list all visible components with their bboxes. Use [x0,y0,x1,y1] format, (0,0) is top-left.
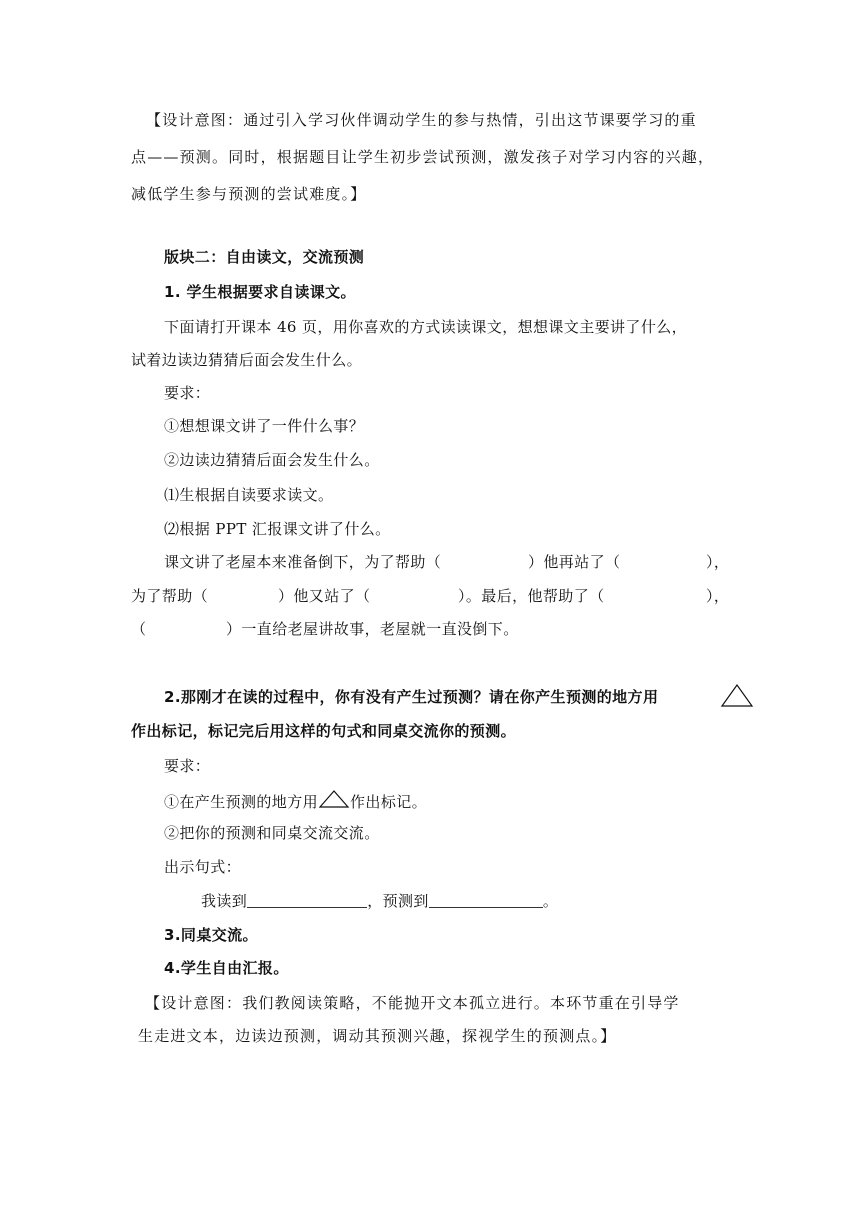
step-2-requirements-label: 要求： [164,757,211,775]
triangle-mark-icon [720,682,754,708]
instruction-line-1: 下面请打开课本 46 页，用你喜欢的方式读读课文，想想课文主要讲了什么， [164,318,688,336]
fill-text: ）， [706,553,730,571]
section-title: 版块二：自由读文，交流预测 [164,248,365,266]
step-3: 3.同桌交流。 [164,926,258,944]
design-intent-2-line-1: 【设计意图：我们教阅读策略，不能抛开文本孤立进行。本环节重在引导学 [145,994,680,1012]
step-2-requirement-1-suffix: 作出标记。 [350,793,428,811]
step-2-requirement-1-text: ①在产生预测的地方用 [164,793,319,811]
requirement-2: ②边读边猜猜后面会发生什么。 [164,451,380,469]
step-2-line-2: 作出标记，标记完后用这样的句式和同桌交流你的预测。 [131,722,517,740]
pattern-text: 。 [542,892,559,910]
step-4: 4.学生自由汇报。 [164,959,289,977]
pattern-label: 出示句式： [164,858,242,876]
pattern-text: 我读到 [201,892,248,910]
step-2-requirement-1 [164,789,427,812]
sub-step-2: ⑵根据 PPT 汇报课文讲了什么。 [164,520,391,538]
instruction-line-2: 试着边读边猜猜后面会发生什么。 [131,351,363,369]
fill-text: （ [131,620,147,638]
sub-step-1: ⑴生根据自读要求读文。 [164,486,334,504]
step-2-requirement-2: ②把你的预测和同桌交流交流。 [164,824,380,842]
fill-text: 为了帮助（ [131,587,209,605]
design-intent-2-line-2: 生走进文本，边读边预测，调动其预测兴趣，探视学生的预测点。】 [138,1027,617,1045]
design-intent-1-line-3: 减低学生参与预测的尝试难度。】 [131,185,367,203]
step-2-text: 2.那刚才在读的过程中，你有没有产生过预测？请在你产生预测的地方用 [164,688,659,706]
requirements-label: 要求： [164,384,211,402]
fill-text: ）一直给老屋讲故事，老屋就一直没倒下。 [226,620,519,638]
design-intent-1-line-2: 点——预测。同时，根据题目让学生初步尝试预测，激发孩子对学习内容的兴趣， [131,148,715,166]
pattern-text: ，预测到 [367,892,429,910]
blank-line [247,892,367,908]
triangle-mark-icon [318,789,350,809]
sentence-pattern [201,891,558,911]
fill-text: ）， [706,587,730,605]
requirement-1: ①想想课文讲了一件什么事？ [164,417,365,435]
step-2-line-1 [164,687,658,707]
blank-line [429,892,543,908]
step-1-title: 1. 学生根据要求自读课文。 [164,283,356,301]
fill-text: ）他又站了（ [278,587,371,605]
fill-text: ）。最后，他帮助了（ [458,587,605,605]
fill-text: 课文讲了老屋本来准备倒下，为了帮助（ [164,553,442,571]
design-intent-1-line-1: 【设计意图：通过引入学习伙伴调动学生的参与热情，引出这节课要学习的重 [146,111,697,129]
fill-text: ）他再站了（ [528,553,621,571]
